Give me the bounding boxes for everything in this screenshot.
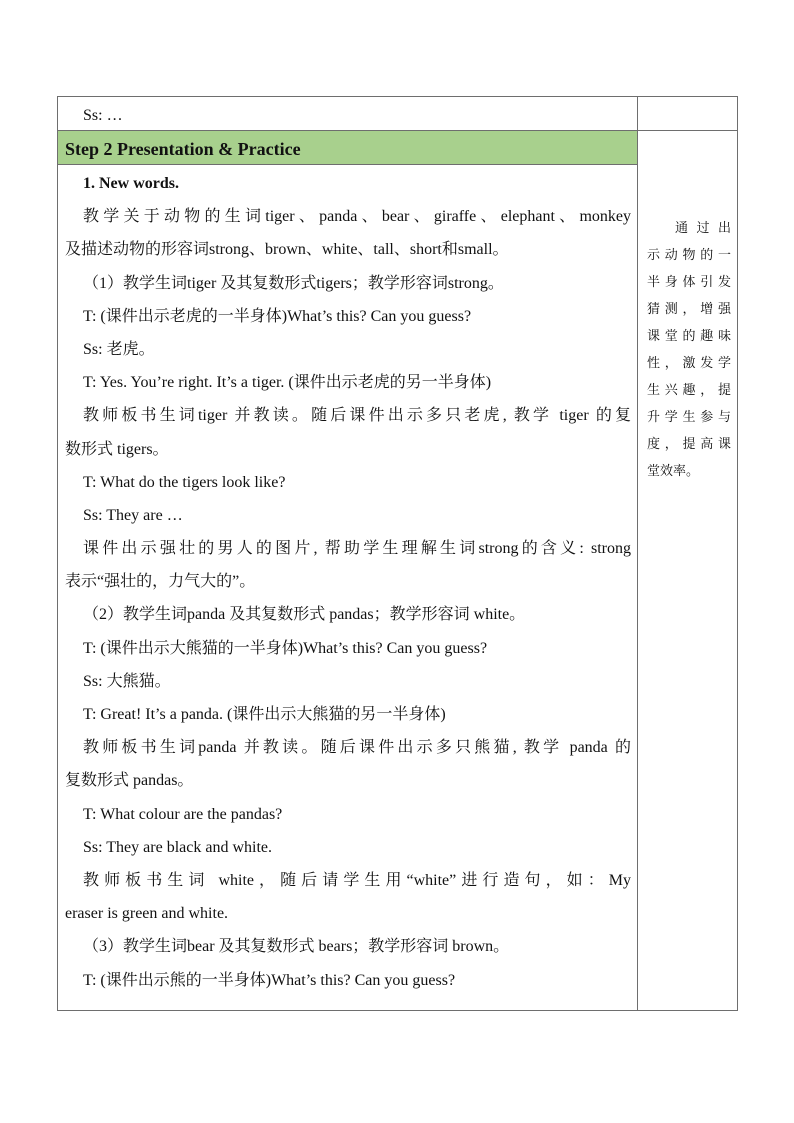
paragraph-line: 表示“强壮的，力气大的”。 — [65, 573, 256, 591]
note-line: 猜测，增强 — [647, 302, 731, 317]
note-line: 课堂的趣味 — [647, 329, 731, 344]
paragraph-line: 课件出示强壮的男人的图片, 帮助学生理解生词strong的含义: strong — [83, 540, 631, 558]
paragraph-line: 复数形式 pandas。 — [65, 772, 194, 790]
paragraph-line: 教学关于动物的生词tiger、panda、bear、giraffe、elephant、monkey — [83, 208, 631, 226]
note-line: 升学生参与 — [647, 410, 731, 425]
teacher-line: T: (课件出示老虎的一半身体)What’s this? Can you guess? — [83, 307, 472, 325]
procedure-text — [65, 167, 631, 997]
paragraph-line: 数形式 tigers。 — [65, 440, 169, 458]
procedure-column — [58, 97, 638, 1010]
design-intent-note — [647, 215, 731, 485]
student-line: Ss: They are … — [83, 506, 183, 524]
note-line: 生兴趣，提 — [647, 383, 731, 398]
note-line: 通过出 — [675, 221, 731, 236]
teacher-line: T: What colour are the pandas? — [83, 805, 283, 823]
note-line: 示动物的一 — [647, 248, 731, 263]
ss-response-line: Ss: … — [83, 107, 123, 124]
student-line: Ss: 大熊猫。 — [83, 672, 171, 690]
note-line: 半身体引发 — [647, 275, 731, 290]
section-title: Step 2 Presentation & Practice — [65, 139, 301, 159]
note-line: 度，提高课 — [647, 437, 731, 452]
teacher-line: T: Yes. You’re right. It’s a tiger. (课件出示老虎的另一半身体) — [83, 374, 492, 392]
paragraph-line: 教师板书生词tiger 并教读。随后课件出示多只老虎, 教学 tiger 的复 — [83, 407, 631, 425]
continued-row — [58, 97, 637, 131]
teacher-line: T: (课件出示熊的一半身体)What’s this? Can you guess? — [83, 971, 456, 989]
paragraph-line: 及描述动物的形容词strong、brown、white、tall、short和small。 — [65, 241, 509, 259]
paragraph-line: eraser is green and white. — [65, 905, 229, 923]
teacher-line: T: What do the tigers look like? — [83, 473, 286, 491]
paragraph-line: 教师板书生词panda 并教读。随后课件出示多只熊猫, 教学 panda 的 — [83, 739, 631, 757]
note-line: 性，激发学 — [647, 356, 731, 371]
student-line: Ss: 老虎。 — [83, 340, 155, 358]
section-header — [58, 131, 637, 165]
student-line: Ss: They are black and white. — [83, 838, 272, 856]
step-heading: （3）教学生词bear 及其复数形式 bears；教学形容词 brown。 — [83, 938, 510, 956]
side-empty-cell — [638, 97, 737, 131]
design-intent-column — [638, 97, 737, 1010]
subheading-new-words: 1. New words. — [83, 175, 179, 192]
step-heading: （2）教学生词panda 及其复数形式 pandas；教学形容词 white。 — [83, 606, 526, 624]
teacher-line: T: (课件出示大熊猫的一半身体)What’s this? Can you guess? — [83, 639, 488, 657]
lesson-plan-table — [57, 96, 738, 1011]
step-heading: （1）教学生词tiger 及其复数形式tigers；教学形容词strong。 — [83, 274, 504, 292]
teacher-line: T: Great! It’s a panda. (课件出示大熊猫的另一半身体) — [83, 706, 446, 723]
paragraph-line: 教师板书生词 white，随后请学生用“white”进行造句，如：My — [83, 871, 631, 889]
note-line: 堂效率。 — [647, 464, 700, 479]
